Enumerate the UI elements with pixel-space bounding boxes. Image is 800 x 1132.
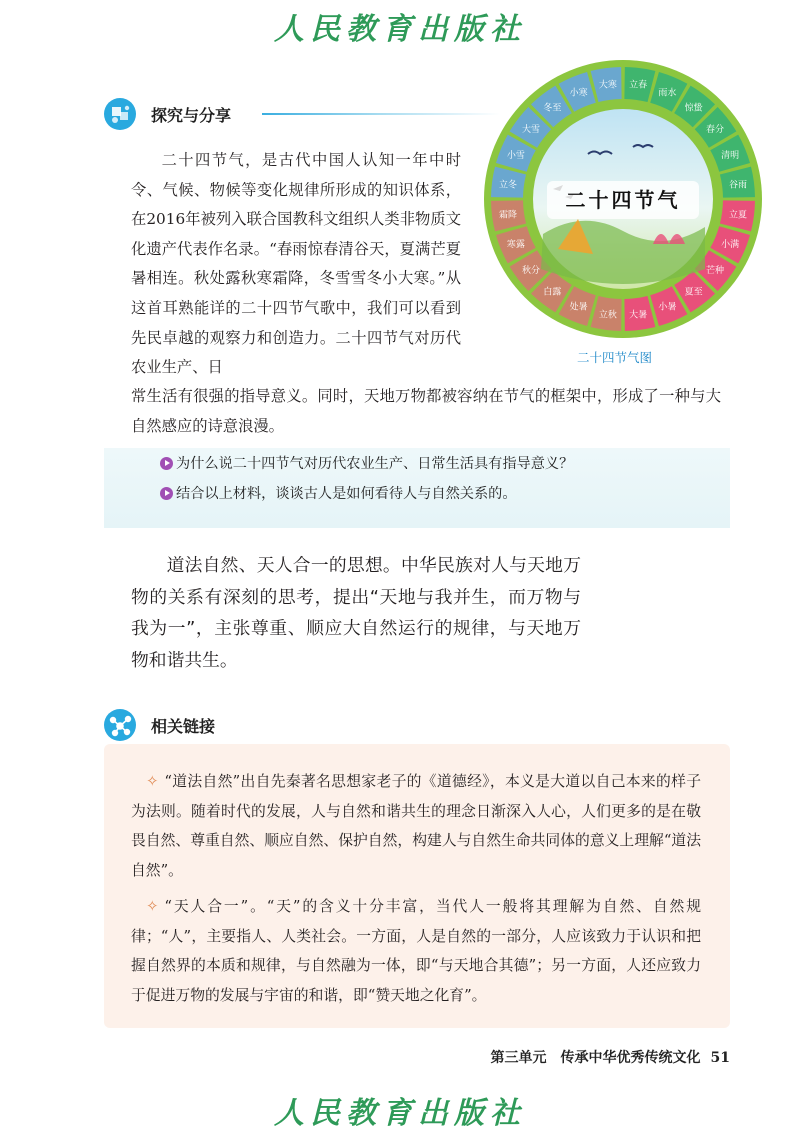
intro-paragraph-continued: 常生活有很强的指导意义。同时，天地万物都被容纳在节气的框架中，形成了一种与大自然感应的诗意浪漫。 <box>131 387 721 435</box>
solar-term-label: 立夏 <box>728 210 748 221</box>
solar-term-label: 立秋 <box>598 310 617 321</box>
solar-terms-wheel <box>483 59 763 339</box>
solar-term-label: 大暑 <box>629 310 648 321</box>
question-text: 结合以上材料，谈谈古人是如何看待人与自然关系的。 <box>176 486 517 502</box>
solar-term-label: 立春 <box>629 80 648 91</box>
play-bullet-icon <box>160 487 173 500</box>
solar-term-label: 小暑 <box>658 302 677 313</box>
unit-title: 第三单元 传承中华优秀传统文化 <box>490 1050 701 1066</box>
solar-term-label: 冬至 <box>543 103 562 114</box>
publisher-watermark-top: 人民教育出版社 <box>274 12 526 47</box>
solar-term-label: 大雪 <box>521 124 540 135</box>
link-paragraph <box>131 767 701 885</box>
publisher-watermark-bottom: 人民教育出版社 <box>274 1096 526 1131</box>
solar-term-label: 秋分 <box>521 266 540 277</box>
solar-term-label: 夏至 <box>684 287 703 298</box>
solar-term-label: 白露 <box>543 287 562 298</box>
play-bullet-icon <box>160 457 173 470</box>
related-links-box <box>104 744 730 1028</box>
related-links-title: 相关链接 <box>151 716 216 736</box>
solar-term-label: 小雪 <box>506 151 525 162</box>
solar-term-label: 处暑 <box>569 302 588 313</box>
solar-term-label: 芒种 <box>706 266 725 277</box>
link-paragraph-text: “道法自然”出自先秦著名思想家老子的《道德经》，本义是大道以自己本来的样子为法则。随着时代的发展，人与自然和谐共生的理念日渐深入人心，人们更多的是在敬畏自然、尊重自然、顺应自然、保护自然，构建人与自然生命共同体的意义上理解“道法自然”。 <box>131 773 701 879</box>
diamond-star-icon: ✧ <box>146 898 159 915</box>
intro-paragraph <box>131 146 461 383</box>
solar-term-label: 谷雨 <box>728 180 748 191</box>
explore-header-rule <box>262 113 500 115</box>
diamond-star-icon: ✧ <box>146 773 159 790</box>
solar-term-label: 立冬 <box>498 180 518 191</box>
link-paragraph <box>131 892 701 1010</box>
solar-term-label: 春分 <box>706 124 725 135</box>
explore-share-header <box>103 97 231 131</box>
page-footer <box>491 1047 730 1067</box>
solar-term-label: 小寒 <box>569 88 588 99</box>
related-links-header <box>103 708 215 742</box>
explore-share-title: 探究与分享 <box>151 105 232 125</box>
link-paragraph-text: “天人合一”。“天”的含义十分丰富，当代人一般将其理解为自然、自然规律；“人”，主要指人、人类社会。一方面，人是自然的一部分，人应该致力于认识和把握自然界的本质和规律，与自然融为一体，即“与天地合其德”；另一方面，人还应致力于促进万物的发展与宇宙的和谐，即“赞天地之化育”。 <box>131 898 701 1004</box>
solar-term-label: 雨水 <box>658 88 677 99</box>
question-item <box>160 483 517 503</box>
solar-term-label: 寒露 <box>506 239 525 250</box>
intro-paragraph-text: 二十四节气，是古代中国人认知一年中时令、气候、物候等变化规律所形成的知识体系，在2016年被列入联合国教科文组织人类非物质文化遗产代表作名录。“春雨惊春清谷天，夏满芒夏暑相连。秋处露秋寒霜降，冬雪雪冬小大寒。”从这首耳熟能详的二十四节气歌中，我们可以看到先民卓越的观察力和创造力。二十四节气对历代农业生产、日 <box>131 151 461 377</box>
question-box <box>104 448 730 528</box>
page-number: 51 <box>710 1050 730 1066</box>
main-paragraph: 道法自然、天人合一的思想。中华民族对人与天地万物的关系有深刻的思考，提出“天地与我并生，而万物与我为一”，主张尊重、顺应大自然运行的规律，与天地万物和谐共生。 <box>131 555 581 671</box>
explore-cube-icon <box>103 97 137 131</box>
solar-term-label: 霜降 <box>498 210 518 221</box>
solar-term-label: 大寒 <box>598 80 617 91</box>
question-text: 为什么说二十四节气对历代农业生产、日常生活具有指导意义？ <box>176 456 574 472</box>
link-network-icon <box>103 708 137 742</box>
solar-term-label: 惊蛰 <box>684 103 703 114</box>
figure-caption: 二十四节气图 <box>577 350 653 365</box>
solar-term-label: 小满 <box>721 239 740 250</box>
center-label: 二十四节气 <box>565 188 681 212</box>
solar-term-label: 清明 <box>721 151 740 162</box>
question-item <box>160 453 573 473</box>
